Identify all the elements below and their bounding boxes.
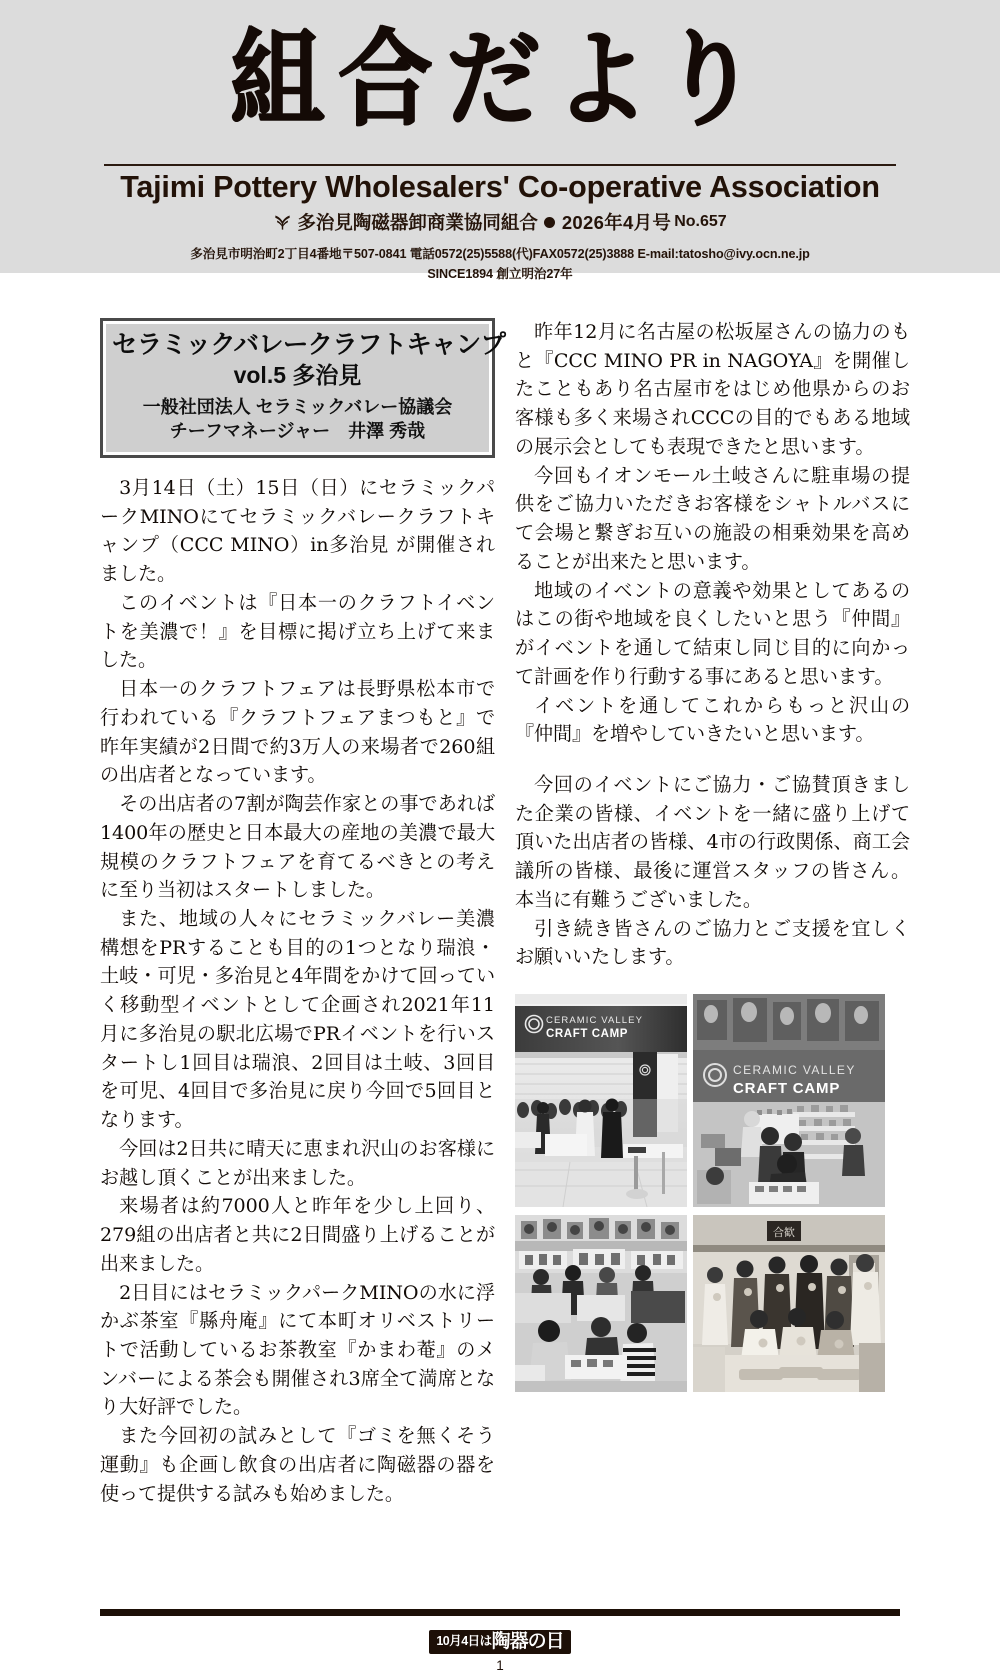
pottery-day-label: 陶器の日 <box>491 1631 564 1652</box>
paragraph: また今回初の試みとして『ゴミを無くそう運動』も企画し飲食の出店者に陶磁器の器を使って提供する試みも始めました。 <box>100 1424 495 1505</box>
pottery-day-date: 10月4日は <box>436 1634 492 1648</box>
address-line: 多治見市明治町2丁目4番地〒507-0841 電話0572(25)5588(代)FAX0572(25)3888 E-mail:tatosho@ivy.ocn.ne.jp <box>190 247 810 261</box>
photo-grid <box>515 994 910 1392</box>
page-number: 1 <box>496 1658 504 1673</box>
paragraph: 今回のイベントにご協力・ご協賛頂きました企業の皆様、イベントを一緒に盛り上げて頂いた出店者の皆様、4市の行政関係、商工会議所の皆様、最後に運営スタッフの皆さん。本当に有難うございました。 <box>515 773 910 911</box>
svg-text:CRAFT CAMP: CRAFT CAMP <box>546 1028 629 1041</box>
issue-number: No.657 <box>674 213 727 230</box>
association-line <box>0 209 1000 235</box>
page-body <box>0 273 1000 1673</box>
article-subtitle: vol.5 多治見 <box>233 361 362 388</box>
publication-english-title: Tajimi Pottery Wholesalers' Co-operative Association <box>120 170 880 204</box>
paragraph: その出店者の7割が陶芸作家との事であれば1400年の歴史と日本最大の産地の美濃で最大規模のクラフトフェアを育てるべきとの考えに至り当初はスタートしました。 <box>100 792 495 902</box>
paragraph: 地域のイベントの意義や効果としてあるのはこの街や地域を良くしたいと思う『仲間』がイベントを通して結束し同じ目的に向かって計画を作り行動する事にあると思います。 <box>515 578 910 688</box>
masthead-divider <box>104 164 896 166</box>
paragraph: 昨年12月に名古屋の松坂屋さんの協力のもと『CCC MINO PR in NAGOYA』を開催したこともあり名古屋市をはじめ他県からのお客様も多く来場されCCCの目的でもある地域の展示会としても表現できたと思います。 <box>515 320 910 458</box>
svg-text:CERAMIC VALLEY: CERAMIC VALLEY <box>733 1063 856 1078</box>
wheat-mark-icon <box>273 213 292 232</box>
footer-divider <box>100 1609 900 1616</box>
left-column-body <box>100 474 495 1508</box>
photo-booth-visitors <box>515 1215 687 1392</box>
paragraph: 引き続き皆さんのご協力とご支援を宜しくお願いいたします。 <box>515 916 910 969</box>
paragraph: 日本一のクラフトフェアは長野県松本市で行われている『クラフトフェアまつもと』で昨年実績が2日間で約3万人の来場者で260組の出店者となっています。 <box>100 677 495 787</box>
publication-brush-title: 組合だより <box>229 17 770 142</box>
paragraph: イベントを通してこれからもっと沢山の『仲間』を増やしていきたいと思います。 <box>515 693 910 746</box>
paragraph: 3月14日（土）15日（日）にセラミックパークMINOにてセラミックバレークラフトキャンプ（CCC MINO）in多治見 が開催されました。 <box>100 475 495 586</box>
right-column-body <box>515 318 910 972</box>
association-name: 多治見陶磁器卸商業協同組合 <box>297 212 538 233</box>
svg-text:CRAFT CAMP: CRAFT CAMP <box>733 1080 841 1098</box>
paragraph: また、地域の人々にセラミックバレー美濃構想をPRすることも目的の1つとなり瑞浪・土岐・可児・多治見と4年間をかけて回っていく移動型イベントとして企画され2021年11月に多治見の駅北広場でPRイベントを行いスタートし1回目は瑞浪、2回目は土岐、3回目を可児、4回目で多治見に戻り今回で5回目となります。 <box>100 906 495 1132</box>
article-title: セラミックバレークラフトキャンプ <box>112 331 506 359</box>
svg-text:合歓: 合歓 <box>773 1226 795 1240</box>
svg-text:CERAMIC VALLEY: CERAMIC VALLEY <box>546 1015 644 1027</box>
paragraph: 2日目にはセラミックパークMINOの水に浮かぶ茶室『縣舟庵』にて本町オリベストリートで活動しているお茶教室『かまわ菴』のメンバーによる茶会も開催され3席全て満席となり大好評でした。 <box>100 1280 495 1419</box>
byline-author: チーフマネージャー 井澤 秀哉 <box>169 420 426 441</box>
issue-date: 2026年4月号 <box>561 212 672 233</box>
masthead <box>0 0 1000 281</box>
photo-tea-ceremony-group <box>693 1215 885 1392</box>
left-column <box>100 318 506 1508</box>
pottery-day-badge <box>429 1630 570 1654</box>
article-title-box-inner <box>106 324 506 452</box>
byline-organization: 一般社団法人 セラミックバレー協議会 <box>142 397 453 418</box>
article-columns <box>0 273 1000 1508</box>
article-title-box <box>100 318 506 458</box>
bullet-dot-icon <box>544 217 555 228</box>
paragraph: このイベントは『日本一のクラフトイベントを美濃で！』を目標に掲げ立ち上げて来ました。 <box>100 590 495 672</box>
right-column <box>515 318 910 1508</box>
paragraph: 来場者は約7000人と昨年を少し上回り、279組の出店者と共に2日間盛り上げることが出来ました。 <box>100 1194 495 1275</box>
photo-entrance-banner <box>515 994 687 1207</box>
photo-hall-overview <box>693 994 885 1207</box>
pottery-day-badge-wrap <box>0 1630 1000 1654</box>
since-line: SINCE1894 創立明治27年 <box>427 266 573 281</box>
paragraph: 今回は2日共に晴天に恵まれ沢山のお客様にお越し頂くことが出来ました。 <box>100 1136 495 1189</box>
paragraph: 今回もイオンモール土岐さんに駐車場の提供をご協力いただきお客様をシャトルバスにて会場と繋ぎお互いの施設の相乗効果を高めることが出来たと思います。 <box>515 463 910 573</box>
